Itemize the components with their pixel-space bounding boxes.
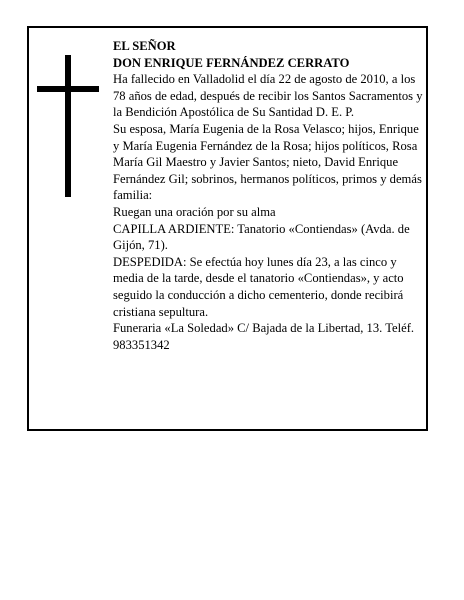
funeral-home-info: Funeraria «La Soledad» C/ Bajada de la Libertad, 13. Teléf. 983351342: [113, 321, 415, 352]
cross-icon: [37, 55, 99, 197]
deceased-name: DON ENRIQUE FERNÁNDEZ CERRATO: [113, 55, 350, 70]
notice-heading: EL SEÑOR: [113, 39, 176, 53]
prayer-request: Ruegan una oración por su alma: [113, 204, 276, 219]
cross-horizontal-bar: [37, 86, 99, 92]
death-announcement: Ha fallecido en Valladolid el día 22 de agosto de 2010, a los 78 años de edad, después de recibir los Santos Sacramentos y la Bendición Apostólica de Su Santidad D. E. P.: [113, 72, 423, 120]
farewell-info: DESPEDIDA: Se efectúa hoy lunes día 23, a las cinco y media de la tarde, desde el tanatorio «Contiendas», y acto seguido la conducción a dicho cementerio, donde recibirá cristiana sepultura.: [113, 254, 404, 319]
family-list: Su esposa, María Eugenia de la Rosa Velasco; hijos, Enrique y María Eugenia Fernández de la Rosa; hijos políticos, Rosa María Gil Maestro y Javier Santos; nieto, David Enrique Fernández Gil; sobrinos, hermanos políticos, primos y demás familia:: [113, 121, 422, 203]
chapel-info: CAPILLA ARDIENTE: Tanatorio «Contiendas» (Avda. de Gijón, 71).: [113, 221, 410, 253]
cross-vertical-bar: [65, 55, 71, 197]
notice-text: [113, 38, 423, 353]
